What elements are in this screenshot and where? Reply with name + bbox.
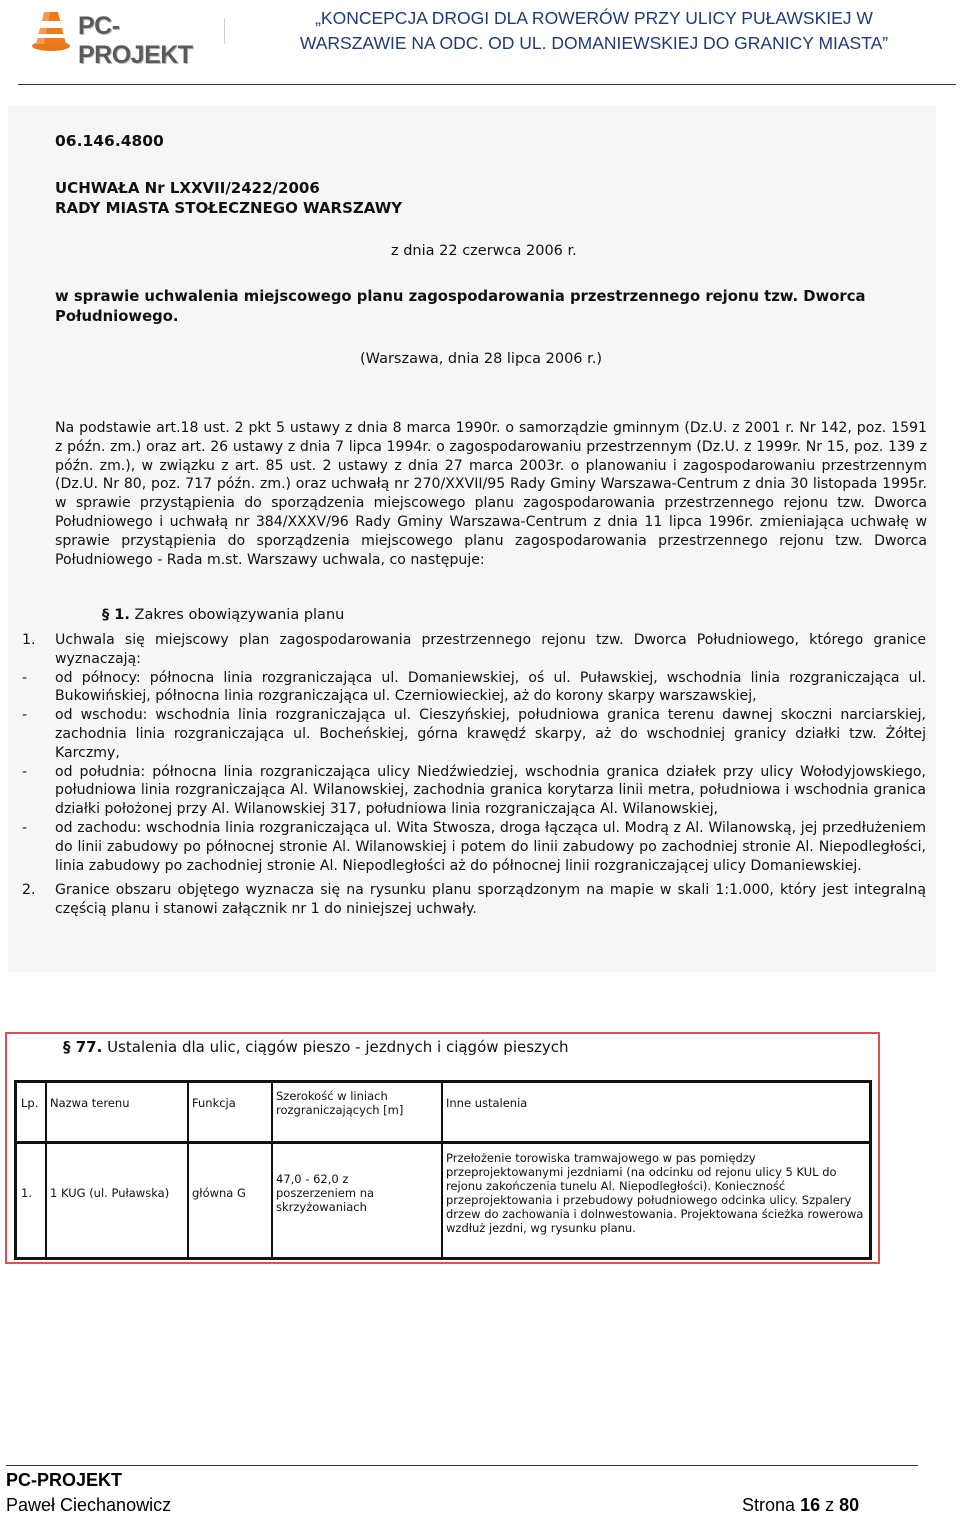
traffic-cone-icon (30, 6, 72, 52)
street-regulations-table (14, 1080, 872, 1260)
boundary-item (20, 669, 926, 707)
footer-company: PC-PROJEKT (6, 1470, 123, 1490)
header-separator (224, 18, 225, 44)
header-rule (18, 84, 956, 85)
table-cell: 1. (21, 1186, 32, 1200)
list-item (20, 881, 926, 919)
list-item (20, 631, 926, 669)
page-current: 16 (800, 1495, 821, 1515)
section-heading (102, 607, 344, 623)
highlighted-excerpt (5, 1032, 880, 1264)
column-divider (187, 1083, 189, 1257)
resolution-date: z dnia 22 czerwca 2006 r. (391, 243, 577, 259)
item-text: Granice obszaru objętego wyznacza się na rysunku planu sporządzonym na mapie w skali 1:1.000, który jest integralną częścią planu i stanowi załącznik nr 1 do niniejszej uchwały. (55, 882, 926, 918)
bullet-dash: - (22, 819, 28, 836)
table-header-cell: Nazwa terenu (50, 1096, 130, 1110)
boundary-item (20, 819, 926, 875)
logo-text: PC-PROJEKT (78, 12, 193, 69)
table-header-cell: Szerokość w liniach rozgraniczających [m] (276, 1089, 404, 1117)
item-number: 1. (22, 632, 36, 648)
resolution-heading (55, 178, 402, 218)
boundary-text: od południa: północna linia rozgraniczająca ulicy Niedźwiedziej, wschodnia granica działek przy ulicy Wołodyjowskiego, południowa linia rozgraniczająca Al. Wilanowskiej, zachodnia granica korytarza linii metra, południowa i wschodnia granica działki położonej przy Al. Wilanowskiej 317, południowa linia rozgraniczająca Al. Wilanowskiej, (55, 763, 926, 818)
excerpt-heading (63, 1038, 569, 1056)
table-cell: 1 KUG (ul. Puławska) (50, 1186, 170, 1200)
page-total: 80 (839, 1495, 860, 1515)
document-title (244, 6, 944, 56)
section-title: Zakres obowiązywania planu (134, 607, 345, 623)
section-body (20, 631, 926, 919)
boundary-text: od północy: północna linia rozgraniczająca ul. Domaniewskiej, oś ul. Puławskiej, wschodnia linia rozgraniczająca ul. Bukowińskiej, północna linia rozgraniczająca ul. Czerniowieckiej, aż do korony skarpy warszawskiej, (55, 669, 926, 705)
company-logo (30, 6, 215, 69)
table-header-cell: Inne ustalenia (446, 1096, 528, 1110)
table-header-rule (17, 1141, 869, 1144)
table-cell: główna G (192, 1186, 246, 1200)
document-title-line1: „KONCEPCJA DROGI DLA ROWERÓW PRZY ULICY PUŁAWSKIEJ W (315, 8, 873, 28)
item-number: 2. (22, 882, 36, 899)
reference-number: 06.146.4800 (55, 132, 164, 150)
publication-date: (Warszawa, dnia 28 lipca 2006 r.) (360, 351, 603, 367)
page-separator: z (825, 1495, 835, 1515)
table-header-cell: Lp. (21, 1096, 39, 1110)
scanned-resolution (8, 106, 936, 972)
column-divider (441, 1083, 443, 1257)
boundary-item (20, 763, 926, 819)
column-divider (271, 1083, 273, 1257)
resolution-subject: w sprawie uchwalenia miejscowego planu zagospodarowania przestrzennego rejonu tzw. Dworca Południowego. (55, 288, 866, 325)
bullet-dash: - (22, 669, 28, 686)
boundary-text: od zachodu: wschodnia linia rozgraniczająca ul. Wita Stwosza, droga łącząca ul. Modrą z Al. Wilanowską, jej przedłużeniem do linii zabudowy po północnej stronie Al. Wilanowskiej i potem do linii zabudowy po zachodniej stronie Al. Niepodległości, linia zabudowy po zachodniej stronie Al. Niepodległości aż do północnej linii rozgraniczającej ulicy Domaniewskiej. (55, 819, 926, 874)
table-header-cell: Funkcja (192, 1096, 236, 1110)
page-label: Strona (742, 1495, 796, 1515)
resolution-council: RADY MIASTA STOŁECZNEGO WARSZAWY (55, 199, 403, 217)
resolution-number: UCHWAŁA Nr LXXVII/2422/2006 (55, 179, 320, 197)
document-title-line2: WARSZAWIE NA ODC. OD UL. DOMANIEWSKIEJ DO GRANICY MIASTA” (299, 33, 889, 53)
table-cell: 47,0 - 62,0 z poszerzeniem na skrzyżowaniach (276, 1172, 375, 1214)
bullet-dash: - (22, 707, 28, 724)
column-divider (45, 1083, 47, 1257)
excerpt-section-mark: § 77. (63, 1038, 103, 1056)
legal-basis-paragraph: Na podstawie art.18 ust. 2 pkt 5 ustawy z dnia 8 marca 1990r. o samorządzie gminnym (Dz.U. z 2001 r. Nr 142, poz. 1591 z późn. zm.) oraz art. 26 ustawy z dnia 7 lipca 1994r. o zagospodarowaniu przestrzennym (Dz.U. z 1999r. Nr 15, poz. 139 z późn. zm.), w związku z art. 85 ust. 2 ustawy z dnia 27 marca 2003r. o planowaniu i zagospodarowaniu przestrzennym (Dz.U. Nr 80, poz. 717 późn. zm.) oraz uchwałą nr 270/XXVII/95 Rady Gminy Warszawa-Centrum z dnia 30 listopada 1995r. w sprawie przystąpienia do sporządzenia miejscowego planu zagospodarowania przestrzennego rejonu tzw. Dworca Południowego i uchwałą nr 384/XXXV/96 Rady Gminy Warszawa-Centrum z dnia 11 lipca 1996r. zmieniająca uchwałę w sprawie przystąpienia do sporządzenia miejscowego planu zagospodarowania przestrzennego rejonu tzw. Dworca Południowego - Rada m.st. Warszawy uchwala, co następuje: (55, 420, 927, 568)
section-mark: § 1. (102, 607, 130, 623)
excerpt-section-title: Ustalenia dla ulic, ciągów pieszo - jezdnych i ciągów pieszych (107, 1038, 569, 1056)
boundary-item (20, 706, 926, 762)
boundary-text: od wschodu: wschodnia linia rozgraniczająca ul. Cieszyńskiej, południowa granica terenu dawnej skoczni narciarskiej, zachodnia linia rozgraniczająca ul. Bocheńskiej, górna krawędź skarpy, aż do wschodniej granicy działki tzw. Żółtej Karczmy, (55, 707, 926, 761)
footer-rule (6, 1465, 918, 1466)
bullet-dash: - (22, 763, 28, 780)
page-indicator (742, 1495, 859, 1516)
table-cell: Przełożenie torowiska tramwajowego w pas pomiędzy przeprojektowanymi jezdniami (na odcinku od rejonu ulicy 5 KUL do rejonu zakończenia tunelu Al. Niepodległości). Konieczność przeprojektowania i przebudowy południowego odcinka ulicy. Szpalery drzew do zachowania i dolnwestowania. Projektowana ścieżka rowerowa wzdłuż jezdni, wg rysunku planu. (446, 1151, 864, 1235)
item-text: Uchwala się miejscowy plan zagospodarowania przestrzennego rejonu tzw. Dworca Południowego, którego granice wyznaczają: (55, 632, 926, 667)
footer-author: Paweł Ciechanowicz (6, 1495, 172, 1515)
